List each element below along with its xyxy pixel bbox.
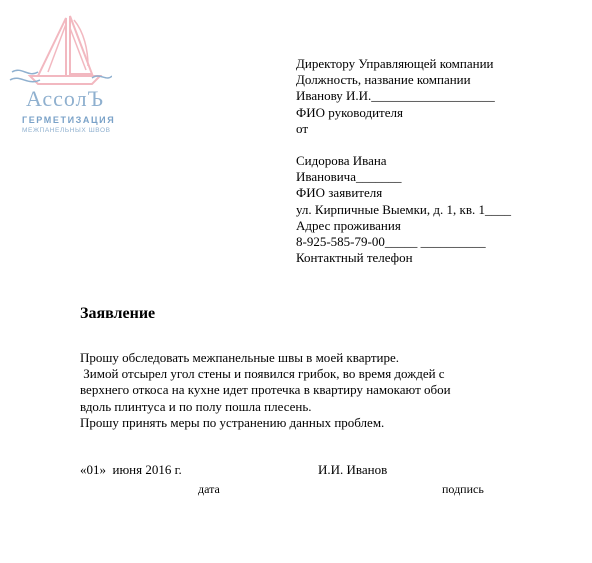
sailboat-icon	[8, 14, 112, 94]
document-title: Заявление	[80, 305, 156, 322]
header-gap	[296, 137, 511, 153]
date-caption: дата	[198, 482, 220, 496]
company-logo	[8, 14, 116, 136]
header-line-applicant-name-1: Сидорова Ивана	[296, 153, 387, 169]
logo-name: АссолЪ	[26, 86, 105, 111]
logo-subtitle: ГЕРМЕТИЗАЦИЯ	[22, 115, 116, 125]
signature-caption: подпись	[442, 482, 484, 496]
body-line: Прошу обследовать межпанельные швы в моей квартире.	[80, 350, 399, 365]
signature-name: И.И. Иванов	[318, 462, 388, 477]
addressee-block	[296, 56, 511, 266]
header-line-manager-name: Иванову И.И.___________________	[296, 88, 495, 104]
statement-body	[80, 350, 550, 431]
body-line: верхнего откоса на кухне идет протечка в квартиру намокают обои	[80, 382, 451, 398]
header-line-position: Должность, название компании	[296, 72, 471, 88]
header-line-applicant-caption: ФИО заявителя	[296, 185, 383, 201]
header-line-address: ул. Кирпичные Выемки, д. 1, кв. 1____	[296, 201, 511, 217]
header-line-manager-caption: ФИО руководителя	[296, 104, 403, 120]
header-line-phone: 8-925-585-79-00_____ __________	[296, 234, 486, 250]
header-line-address-caption: Адрес проживания	[296, 217, 401, 233]
body-line: Зимой отсырел угол стены и появился грибок, во время дождей с	[80, 366, 445, 382]
header-line-applicant-name-2: Ивановича_______	[296, 169, 402, 185]
header-line-from: от	[296, 120, 309, 136]
body-line: вдоль плинтуса и по полу пошла плесень.	[80, 398, 312, 414]
body-line: Прошу принять меры по устранению данных проблем.	[80, 414, 385, 430]
signature-date: «01» июня 2016 г.	[80, 462, 182, 477]
header-line-addressee: Директору Управляющей компании	[296, 56, 494, 71]
logo-subtitle-2: МЕЖПАНЕЛЬНЫХ ШВОВ	[22, 127, 111, 134]
header-line-phone-caption: Контактный телефон	[296, 250, 413, 266]
